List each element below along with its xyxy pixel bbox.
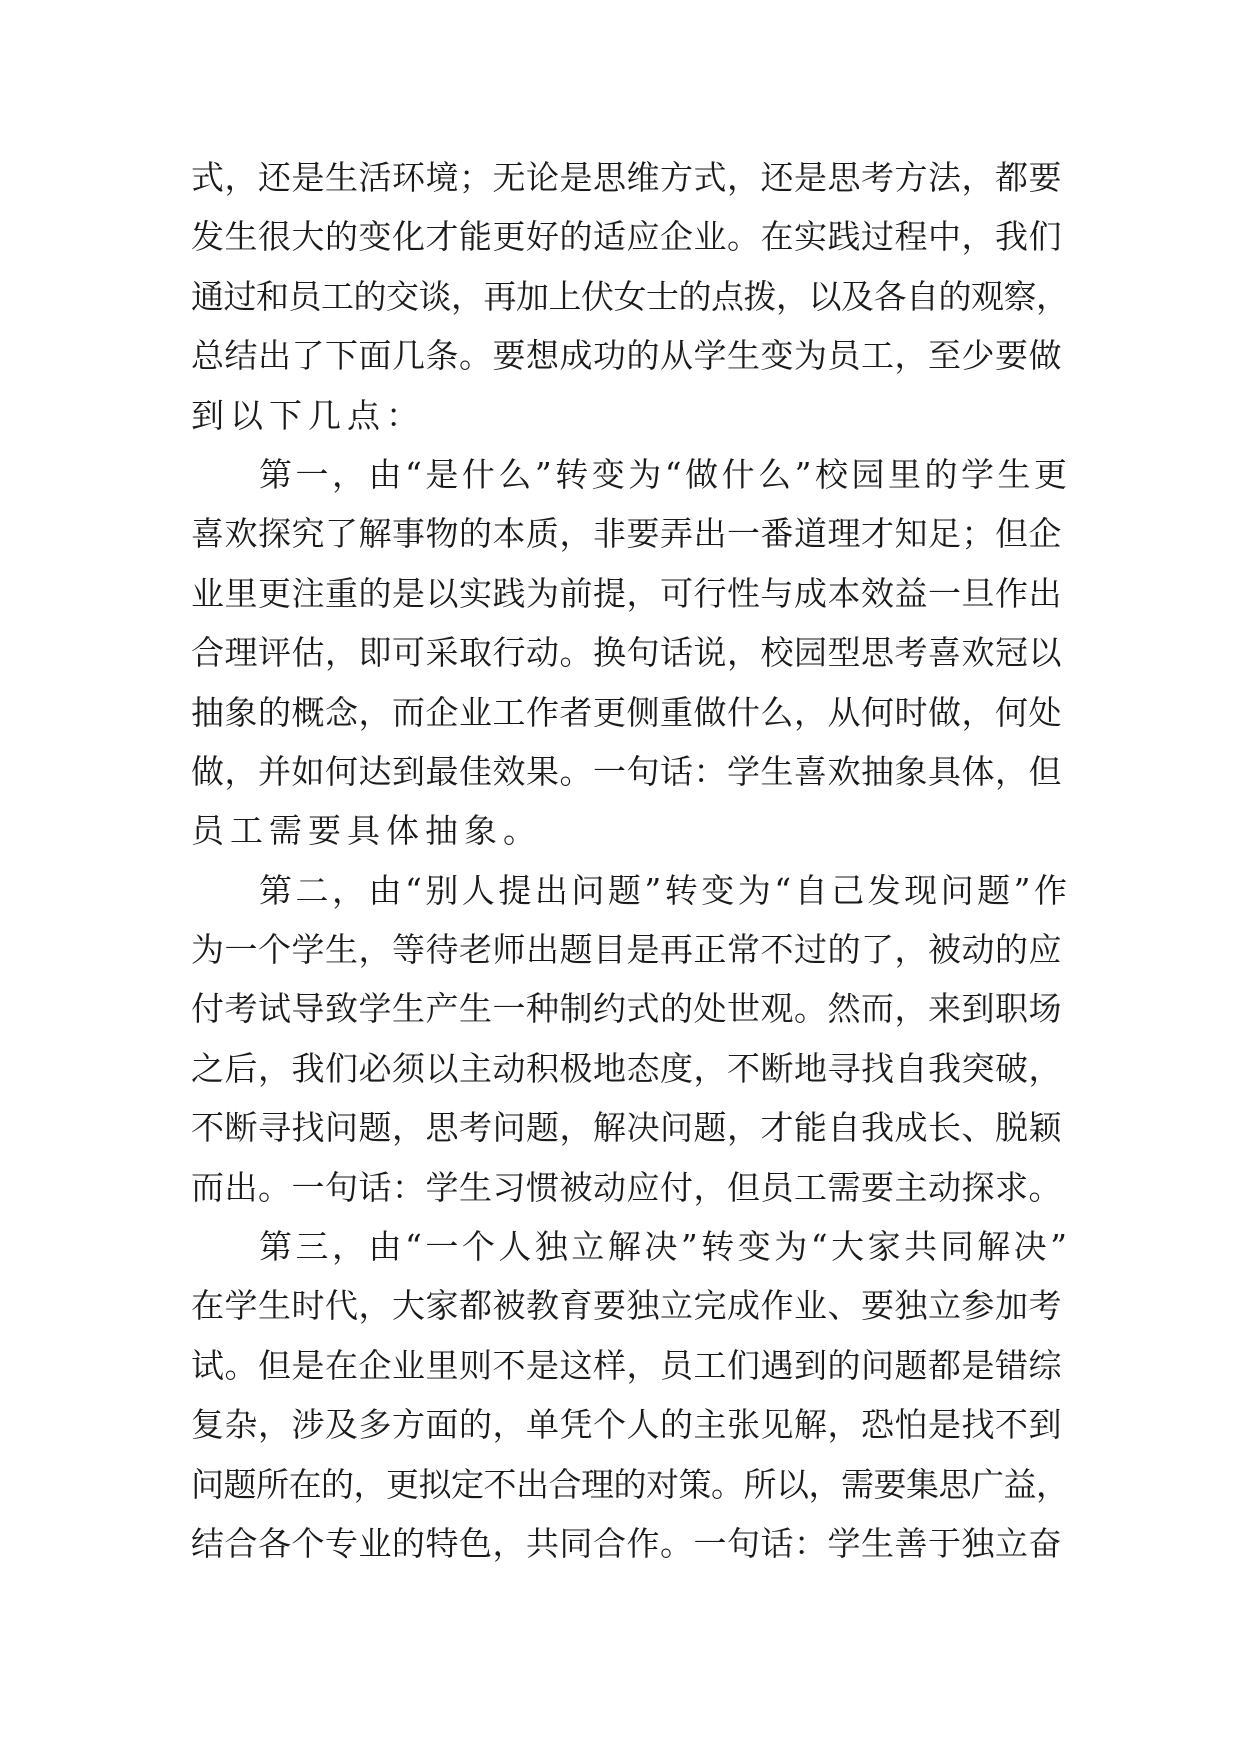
text-line: 通过和员工的交谈，再加上伏女士的点拨，以及各自的观察， [191, 276, 1069, 316]
text-line: 而出。一句话：学生习惯被动应付，但员工需要主动探求。 [191, 1167, 1062, 1207]
text-line: 试。但是在企业里则不是这样，员工们遇到的问题都是错综 [191, 1345, 1062, 1385]
text-line: 结合各个专业的特色，共同合作。一句话：学生善于独立奋 [191, 1523, 1062, 1563]
text-line: 总结出了下面几条。要想成功的从学生变为员工，至少要做 [191, 336, 1062, 376]
text-line: 不断寻找问题，思考问题，解决问题，才能自我成长、脱颖 [191, 1108, 1062, 1148]
text-line: 到以下几点： [191, 395, 425, 435]
body-text [191, 148, 1071, 1573]
text-line: 在学生时代，大家都被教育要独立完成作业、要独立参加考 [191, 1286, 1062, 1326]
text-line: 做，并如何达到最佳效果。一句话：学生喜欢抽象具体，但 [191, 751, 1062, 791]
text-line: 员工需要具体抽象。 [191, 811, 542, 851]
text-line: 抽象的概念，而企业工作者更侧重做什么，从何时做，何处 [191, 692, 1062, 732]
paragraph-first-line: 第三，由“一个人独立解决”转变为“大家共同解决” [259, 1227, 1071, 1267]
text-line: 式，还是生活环境；无论是思维方式，还是思考方法，都要 [191, 158, 1062, 197]
text-line: 之后，我们必须以主动积极地态度，不断地寻找自我突破， [191, 1048, 1062, 1088]
paragraph-first-line: 第一，由“是什么”转变为“做什么”校园里的学生更 [259, 454, 1071, 494]
text-line: 问题所在的，更拟定不出合理的对策。所以，需要集思广益， [191, 1464, 1069, 1504]
text-line: 为一个学生，等待老师出题目是再正常不过的了，被动的应 [191, 930, 1062, 970]
text-line: 喜欢探究了解事物的本质，非要弄出一番道理才知足；但企 [191, 514, 1062, 554]
text-line: 发生很大的变化才能更好的适应企业。在实践过程中，我们 [191, 217, 1062, 257]
text-line: 付考试导致学生产生一种制约式的处世观。然而，来到职场 [191, 989, 1062, 1029]
text-line: 合理评估，即可采取行动。换句话说，校园型思考喜欢冠以 [191, 633, 1062, 673]
text-line: 业里更注重的是以实践为前提，可行性与成本效益一旦作出 [191, 573, 1062, 613]
text-line: 复杂，涉及多方面的，单凭个人的主张见解，恐怕是找不到 [191, 1405, 1062, 1445]
paragraph-first-line: 第二，由“别人提出问题”转变为“自己发现问题”作 [259, 870, 1071, 910]
